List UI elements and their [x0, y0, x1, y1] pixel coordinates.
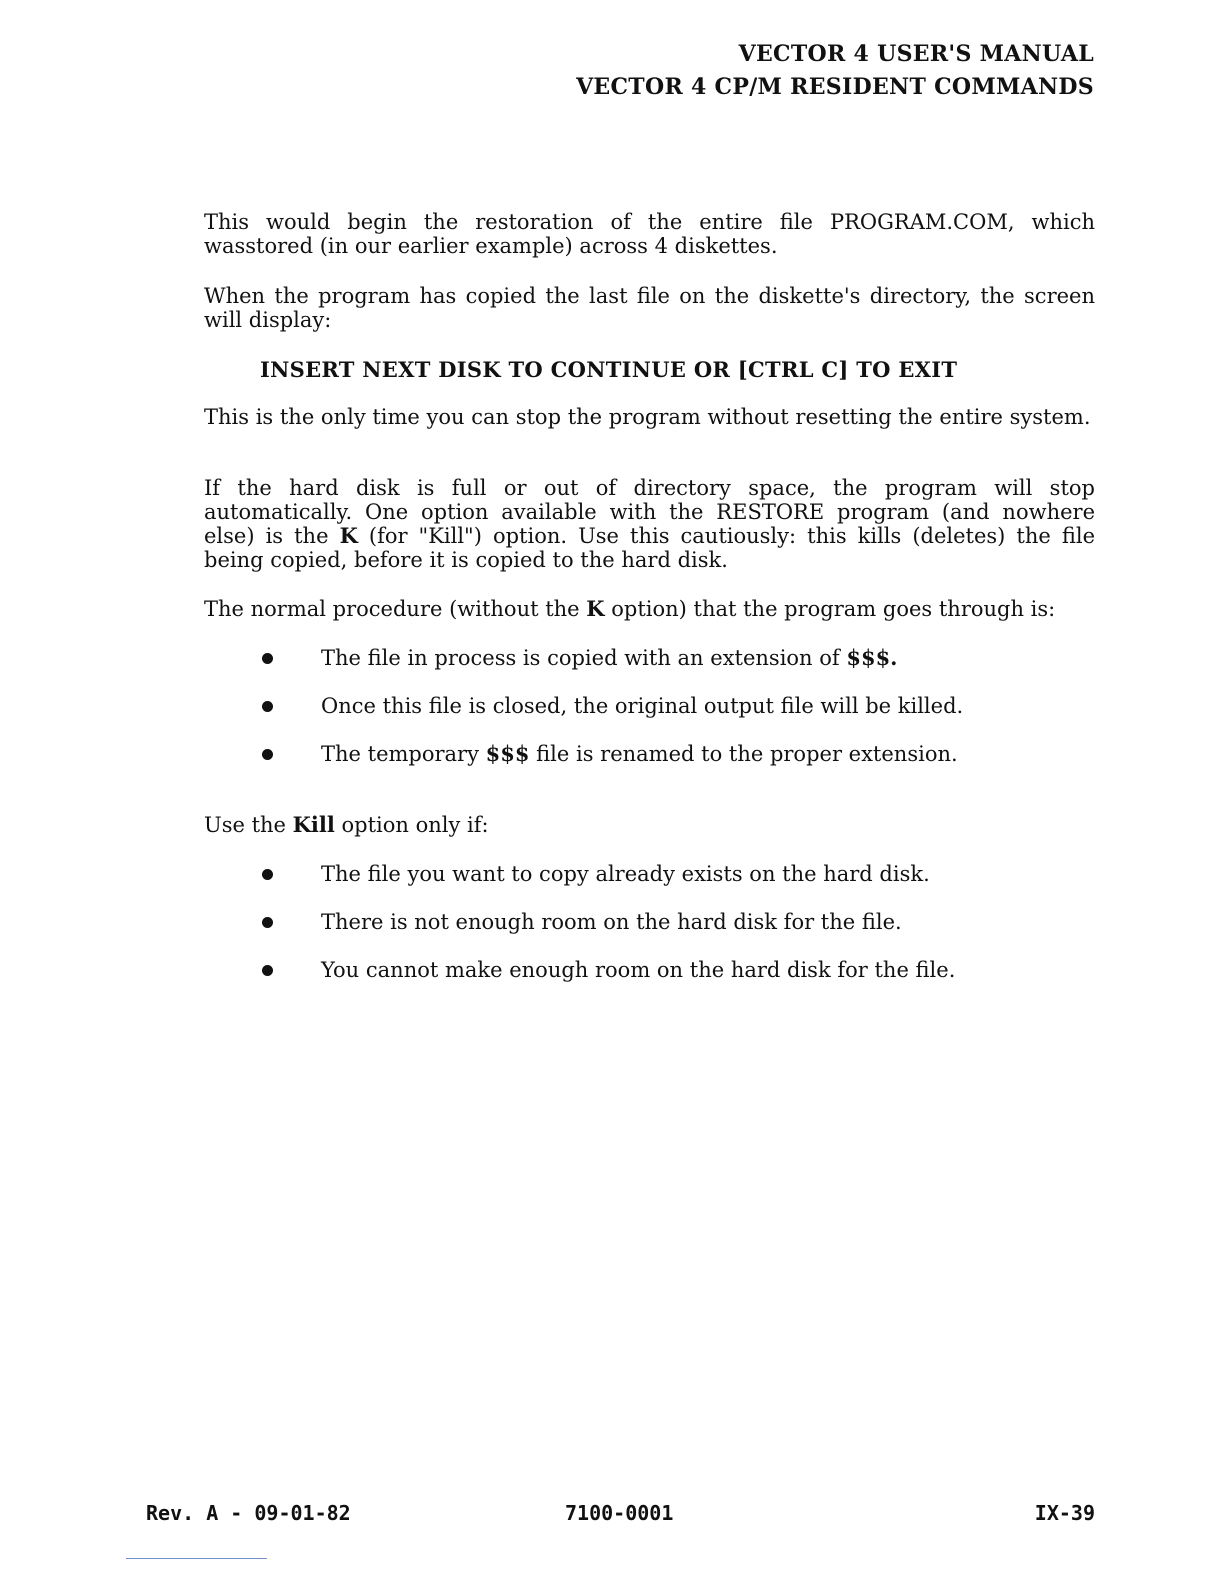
footer-page-number: IX-39 — [1034, 1501, 1095, 1525]
k-option-letter: K — [339, 523, 358, 548]
bullet-text: Once this file is closed, the original output file will be killed. — [321, 694, 964, 718]
bullet-icon — [262, 653, 273, 664]
kill-option-text-start: If the hard disk is full or out of directory space, the program will stop automatically. One option available with the RESTORE program (and nowhere else) is the — [204, 476, 1095, 548]
kill-option-text-end: (for "Kill") option. Use this cautiously: this kills (deletes) the file being copied, before it is copied to the hard disk. — [204, 524, 1096, 572]
footer-doc-number: 7100-0001 — [565, 1501, 674, 1525]
paragraph-kill-option — [204, 476, 1095, 572]
bullet-icon — [262, 965, 273, 976]
dollar-extension: $$$. — [846, 645, 898, 670]
bullet-icon — [262, 749, 273, 760]
dollar-extension: $$$ — [485, 741, 530, 766]
paragraph-kill-usage — [204, 813, 1095, 837]
running-header — [576, 38, 1094, 104]
footer-revision: Rev. A - 09-01-82 — [146, 1501, 351, 1525]
kill-usage-text-end: option only if: — [334, 813, 489, 837]
bullet-icon — [262, 869, 273, 880]
bullet-icon — [262, 917, 273, 928]
manual-title: VECTOR 4 USER'S MANUAL — [738, 41, 1094, 67]
kill-usage-text-start: Use the — [204, 813, 293, 837]
paragraph-screen-display: When the program has copied the last file on the diskette's directory, the screen will display: — [204, 284, 1095, 332]
k-option-letter: K — [586, 596, 605, 621]
paragraph-stop-program: This is the only time you can stop the program without resetting the entire system. — [204, 405, 1091, 429]
bullet-text: You cannot make enough room on the hard disk for the file. — [321, 958, 956, 982]
bullet-text: The file you want to copy already exists on the hard disk. — [321, 862, 930, 886]
kill-keyword: Kill — [292, 812, 335, 837]
paragraph-normal-procedure — [204, 597, 1095, 621]
bullet-text: There is not enough room on the hard disk for the file. — [321, 910, 902, 934]
bullet-icon — [262, 701, 273, 712]
bullet-text: The temporary — [321, 742, 486, 766]
screen-message: INSERT NEXT DISK TO CONTINUE OR [CTRL C] TO EXIT — [260, 357, 958, 382]
bullet-text: The file in process is copied with an extension of — [321, 646, 847, 670]
procedure-text-start: The normal procedure (without the — [204, 597, 587, 621]
paragraph-restoration: This would begin the restoration of the entire file PROGRAM.COM, which wasstored (in our earlier example) across 4 diskettes. — [204, 210, 1095, 258]
bullet-text-end: file is renamed to the proper extension. — [529, 742, 958, 766]
procedure-text-end: option) that the program goes through is: — [604, 597, 1056, 621]
section-title: VECTOR 4 CP/M RESIDENT COMMANDS — [576, 74, 1094, 100]
footer-divider — [126, 1558, 267, 1559]
